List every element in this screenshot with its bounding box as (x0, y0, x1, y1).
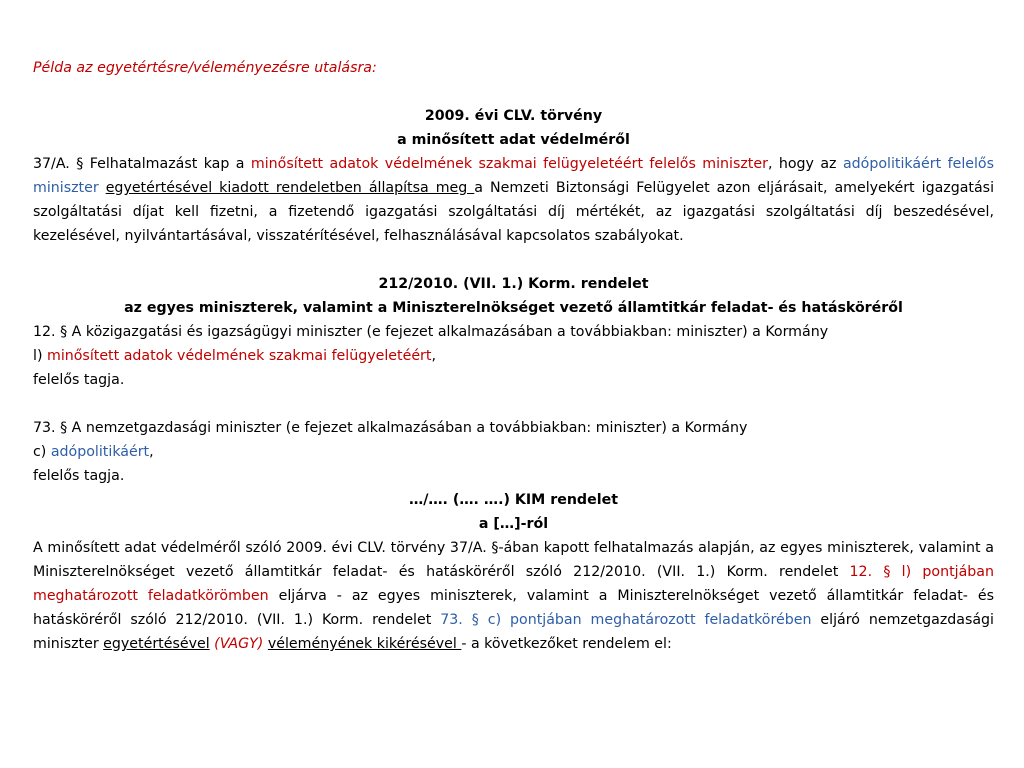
law-text-b: , hogy az (767, 156, 843, 172)
kim-title: …/…. (…. ….) KIM rendelet (409, 492, 618, 508)
kim-text-b: eljárva - az egyes miniszterek, valamint a Miniszterelnökséget vezető államtitkár feladat- és hatásköréről szóló 212/2010. (VII. 1.) Korm. rendelet (33, 588, 994, 628)
law-subtitle: a minősített adat védelméről (397, 132, 630, 148)
intro-heading: Példa az egyetértésre/véleményezésre utalásra: (33, 60, 377, 76)
decree-s12-line: 12. § A közigazgatási és igazságügyi miniszter (e fejezet alkalmazásában a továbbiakban: miniszter) a Kormány (33, 324, 829, 340)
decree-s12-red: minősített adatok védelmének szakmai felügyeletéért (47, 348, 432, 364)
decree-s73-prefix: c) (33, 444, 51, 460)
decree-s73-suffix: , (149, 444, 154, 460)
kim-text-underline-1: egyetértésével (103, 636, 210, 652)
kim-text-red: 12. § l) pontjában meghatározott feladatkörömben (33, 564, 994, 604)
decree-s73-end: felelős tagja. (33, 468, 125, 484)
kim-text-f: - a következőket rendelem el: (461, 636, 672, 652)
decree-s73-line: 73. § A nemzetgazdasági miniszter (e fejezet alkalmazásában a továbbiakban: miniszter) a Kormány (33, 420, 748, 436)
law-text-c (99, 180, 106, 196)
decree-subtitle: az egyes miniszterek, valamint a Miniszterelnökséget vezető államtitkár feladat- és hatásköréről (124, 300, 903, 316)
kim-text-c: eljáró nemzetgazdasági miniszter (33, 612, 995, 652)
law-text-underline: egyetértésével kiadott rendeletben állapítsa meg (105, 180, 475, 196)
decree-s12-end: felelős tagja. (33, 372, 125, 388)
kim-paragraph (33, 536, 994, 656)
law-text-blue: adópolitikáért felelős miniszter (33, 156, 995, 196)
kim-text-a: A minősített adat védelméről szóló 2009. évi CLV. törvény 37/A. §-ában kapott felhatalmazás alapján, az egyes miniszterek, valamint a Miniszterelnökséget vezető államtitkár feladat- és hatásköréről szóló 212/2010. (VII. 1.) Korm. rendelet (33, 540, 994, 580)
law-text-a: 37/A. § Felhatalmazást kap a (33, 156, 251, 172)
law-paragraph (33, 152, 994, 248)
decree-title: 212/2010. (VII. 1.) Korm. rendelet (378, 276, 649, 292)
kim-subtitle: a […]-ról (478, 516, 549, 532)
law-text-red: minősített adatok védelmének szakmai felügyeletéért felelős miniszter (250, 156, 768, 172)
law-text-d: a Nemzeti Biztonsági Felügyelet azon eljárásait, amelyekért igazgatási szolgáltatási díjat kell fizetni, a fizetendő igazgatási szolgáltatási díj mértékét, az igazgatási szolgáltatási díj beszedésével, kezelésével, nyilvántartásával, visszatérítésével, felhasználásával kapcsolatos szabályokat. (33, 180, 995, 244)
decree-s12-prefix: l) (33, 348, 47, 364)
decree-s12-item (33, 344, 994, 368)
decree-s73-item (33, 440, 994, 464)
spacer (33, 392, 994, 416)
decree-s73-blue: adópolitikáért (50, 444, 150, 460)
kim-text-underline-2: véleményének kikérésével (267, 636, 462, 652)
decree-s12-suffix: , (431, 348, 436, 364)
kim-text-vagy: (VAGY) (214, 636, 264, 652)
law-title: 2009. évi CLV. törvény (424, 108, 603, 124)
kim-text-blue: 73. § c) pontjában meghatározott feladatkörében (440, 612, 812, 628)
spacer (33, 248, 994, 272)
